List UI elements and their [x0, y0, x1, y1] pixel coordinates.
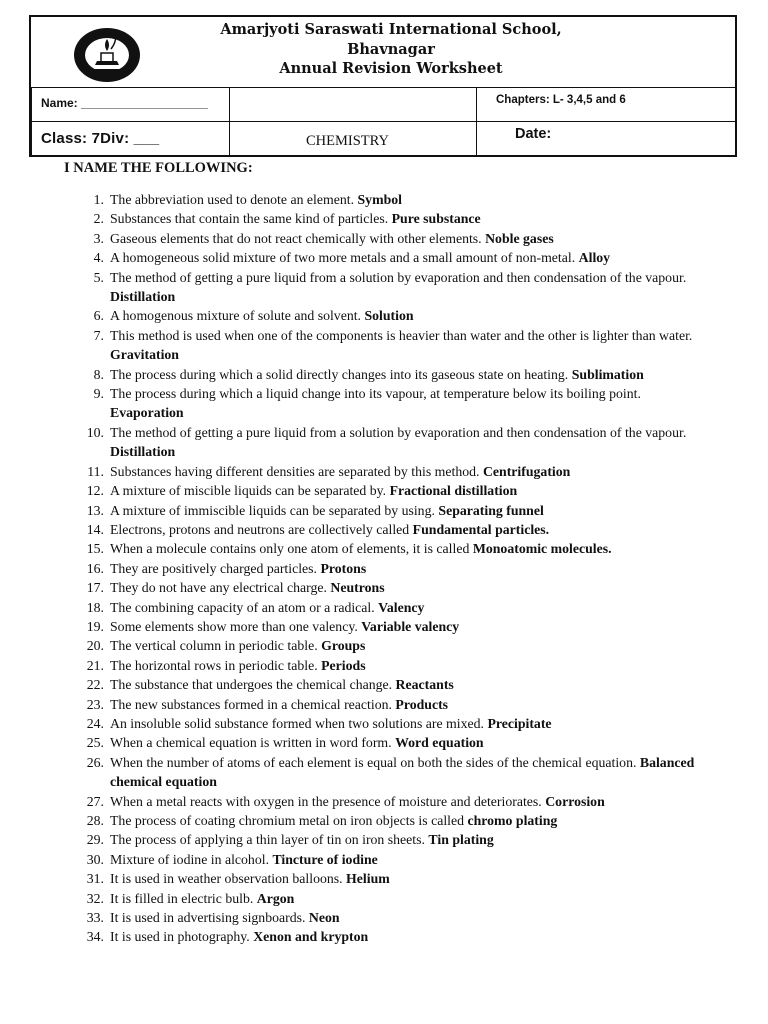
item-number: 1. — [93, 192, 104, 207]
list-item — [74, 326, 714, 365]
list-item — [74, 811, 714, 830]
list-item — [74, 889, 714, 908]
item-answer: Gravitation — [110, 347, 179, 363]
date-field[interactable]: Date: — [515, 126, 552, 142]
item-number: 31. — [86, 871, 104, 887]
item-answer: Corrosion — [545, 793, 605, 809]
name-field[interactable]: Name: ___________________ — [41, 96, 208, 110]
list-item — [74, 481, 714, 500]
list-item — [74, 927, 714, 946]
item-answer: Sublimation — [571, 366, 644, 382]
list-item — [74, 306, 714, 325]
item-question: This method is used when one of the components is heavier than water and the other is lighter than water. — [110, 327, 693, 343]
item-question: The process during which a solid directly changes into its gaseous state on heating. — [110, 366, 569, 382]
item-question: When a chemical equation is written in word form. — [110, 735, 392, 751]
list-item — [74, 733, 714, 752]
list-item — [74, 539, 714, 558]
item-answer: Solution — [364, 308, 414, 324]
item-number: 33. — [86, 910, 104, 926]
item-number: 32. — [86, 890, 104, 906]
item-answer: Valency — [378, 599, 425, 615]
item-question: When a molecule contains only one atom of elements, it is called — [110, 541, 470, 557]
item-answer: Monoatomic molecules. — [472, 541, 612, 557]
item-question: It is used in photography. — [110, 929, 250, 945]
item-question: It is filled in electric bulb. — [110, 890, 254, 906]
item-question: The method of getting a pure liquid from a solution by evaporation and then condensation of the vapour. — [110, 269, 687, 285]
section-heading: I NAME THE FOLLOWING: — [64, 160, 253, 176]
item-answer: Alloy — [578, 250, 611, 266]
item-number: 17. — [86, 580, 104, 596]
list-item — [74, 268, 714, 307]
list-item — [74, 190, 714, 209]
item-answer: Noble gases — [485, 230, 554, 246]
item-number: 12. — [86, 483, 104, 499]
item-question: When the number of atoms of each element is equal on both the sides of the chemical equation. — [110, 754, 637, 770]
item-question: Some elements show more than one valency. — [110, 618, 358, 634]
item-answer: Tin plating — [428, 832, 494, 848]
item-question: The combining capacity of an atom or a radical. — [110, 599, 375, 615]
item-question: The process of coating chromium metal on iron objects is called — [110, 813, 465, 828]
item-answer: Helium — [346, 871, 390, 887]
item-question: When a metal reacts with oxygen in the presence of moisture and deteriorates. — [110, 793, 542, 809]
list-item — [74, 248, 714, 267]
subject-label: CHEMISTRY — [306, 133, 389, 149]
item-answer: Protons — [320, 560, 367, 576]
item-number: 34. — [86, 929, 104, 945]
list-item — [74, 365, 714, 384]
item-answer: Distillation — [110, 444, 176, 460]
item-answer: Groups — [321, 638, 366, 654]
item-number: 18. — [86, 599, 104, 615]
item-question: They are positively charged particles. — [110, 560, 318, 576]
item-number: 5. — [93, 269, 104, 285]
item-answer: Symbol — [357, 192, 402, 207]
item-question: It is used in weather observation balloons. — [110, 871, 343, 887]
question-list — [74, 190, 714, 947]
item-answer: Precipitate — [487, 715, 552, 731]
item-number: 6. — [93, 308, 104, 324]
item-number: 9. — [93, 386, 104, 402]
class-cell — [31, 121, 230, 157]
list-item — [74, 423, 714, 462]
item-number: 7. — [93, 327, 104, 343]
list-item — [74, 229, 714, 248]
list-item — [74, 578, 714, 597]
list-item — [74, 869, 714, 888]
item-question: The process of applying a thin layer of tin on iron sheets. — [110, 832, 425, 848]
item-answer: Balanced chemical equation — [110, 754, 695, 790]
date-cell — [476, 121, 737, 157]
item-question: The abbreviation used to denote an element. — [110, 192, 355, 207]
item-number: 29. — [86, 832, 104, 848]
list-item — [74, 714, 714, 733]
name-cell — [31, 87, 230, 122]
list-item — [74, 520, 714, 539]
item-answer: chromo plating — [467, 813, 558, 828]
item-number: 23. — [86, 696, 104, 712]
item-answer: Variable valency — [361, 618, 460, 634]
item-number: 11. — [87, 463, 104, 479]
subject-cell — [229, 121, 477, 157]
item-number: 20. — [86, 638, 104, 654]
item-question: A homogenous mixture of solute and solvent. — [110, 308, 361, 324]
item-question: A mixture of immiscible liquids can be separated by using. — [110, 502, 439, 518]
item-question: Mixture of iodine in alcohol. — [110, 851, 270, 867]
item-number: 13. — [86, 502, 104, 518]
list-item — [74, 384, 714, 423]
item-number: 10. — [86, 424, 104, 440]
item-answer: Periods — [321, 657, 366, 673]
worksheet-title: Annual Revision Worksheet — [279, 60, 503, 77]
item-answer: Reactants — [395, 677, 454, 693]
school-name-block — [191, 20, 591, 79]
item-question: An insoluble solid substance formed when two solutions are mixed. — [110, 715, 484, 731]
list-item — [74, 501, 714, 520]
item-number: 2. — [93, 211, 104, 227]
blank-cell — [229, 87, 477, 122]
item-answer: Fundamental particles. — [412, 521, 550, 537]
item-answer: Word equation — [395, 735, 484, 751]
item-number: 25. — [86, 735, 104, 751]
list-item — [74, 908, 714, 927]
item-answer: Argon — [256, 890, 295, 906]
item-answer: Products — [395, 696, 449, 712]
item-number: 3. — [93, 230, 104, 246]
school-city: Bhavnagar — [347, 40, 435, 58]
item-question: It is used in advertising signboards. — [110, 910, 306, 926]
list-item — [74, 598, 714, 617]
chapters-cell — [476, 87, 737, 122]
item-question: Electrons, protons and neutrons are collectively called — [110, 521, 410, 537]
item-number: 16. — [86, 560, 104, 576]
item-question: The process during which a liquid change into its vapour, at temperature below its boiling point. — [110, 386, 641, 402]
item-question: Substances that contain the same kind of particles. — [110, 211, 389, 227]
list-item — [74, 675, 714, 694]
item-answer: Centrifugation — [482, 463, 571, 479]
item-question: A homogeneous solid mixture of two more metals and a small amount of non-metal. — [110, 250, 576, 266]
chapters-label: Chapters: L- 3,4,5 and 6 — [496, 94, 626, 106]
item-number: 4. — [93, 250, 104, 266]
item-number: 30. — [86, 851, 104, 867]
list-item — [74, 695, 714, 714]
school-logo-icon — [71, 25, 143, 83]
list-item — [74, 559, 714, 578]
item-question: Substances having different densities are separated by this method. — [110, 463, 480, 479]
item-number: 26. — [86, 754, 104, 770]
item-answer: Tincture of iodine — [272, 851, 378, 867]
item-question: They do not have any electrical charge. — [110, 580, 327, 596]
item-question: A mixture of miscible liquids can be separated by. — [110, 483, 387, 499]
item-number: 24. — [86, 715, 104, 731]
item-question: The horizontal rows in periodic table. — [110, 657, 318, 673]
item-question: The new substances formed in a chemical reaction. — [110, 696, 392, 712]
list-item — [74, 656, 714, 675]
item-number: 14. — [86, 521, 104, 537]
class-field[interactable]: Class: 7Div: ___ — [41, 130, 160, 147]
item-answer: Neon — [308, 910, 340, 926]
worksheet-header — [29, 15, 737, 157]
item-number: 28. — [86, 813, 104, 828]
list-item — [74, 209, 714, 228]
list-item — [74, 830, 714, 849]
item-answer: Evaporation — [110, 405, 184, 421]
item-question: The method of getting a pure liquid from a solution by evaporation and then condensation of the vapour. — [110, 424, 687, 440]
list-item — [74, 850, 714, 869]
item-answer: Fractional distillation — [389, 483, 518, 499]
item-number: 19. — [86, 618, 104, 634]
list-item — [74, 462, 714, 481]
item-answer: Pure substance — [391, 211, 481, 227]
item-number: 22. — [86, 677, 104, 693]
item-answer: Xenon and krypton — [253, 929, 369, 945]
school-name: Amarjyoti Saraswati International School, — [220, 21, 562, 38]
item-answer: Distillation — [110, 289, 176, 305]
item-answer: Neutrons — [330, 580, 385, 596]
list-item — [74, 636, 714, 655]
header-banner — [31, 17, 735, 88]
item-answer: Separating funnel — [438, 502, 544, 518]
item-number: 21. — [86, 657, 104, 673]
item-question: The vertical column in periodic table. — [110, 638, 318, 654]
item-question: The substance that undergoes the chemical change. — [110, 677, 393, 693]
list-item — [74, 792, 714, 811]
item-number: 15. — [86, 541, 104, 557]
item-number: 27. — [86, 793, 104, 809]
list-item — [74, 753, 714, 792]
list-item — [74, 617, 714, 636]
item-number: 8. — [93, 366, 104, 382]
item-question: Gaseous elements that do not react chemically with other elements. — [110, 230, 482, 246]
